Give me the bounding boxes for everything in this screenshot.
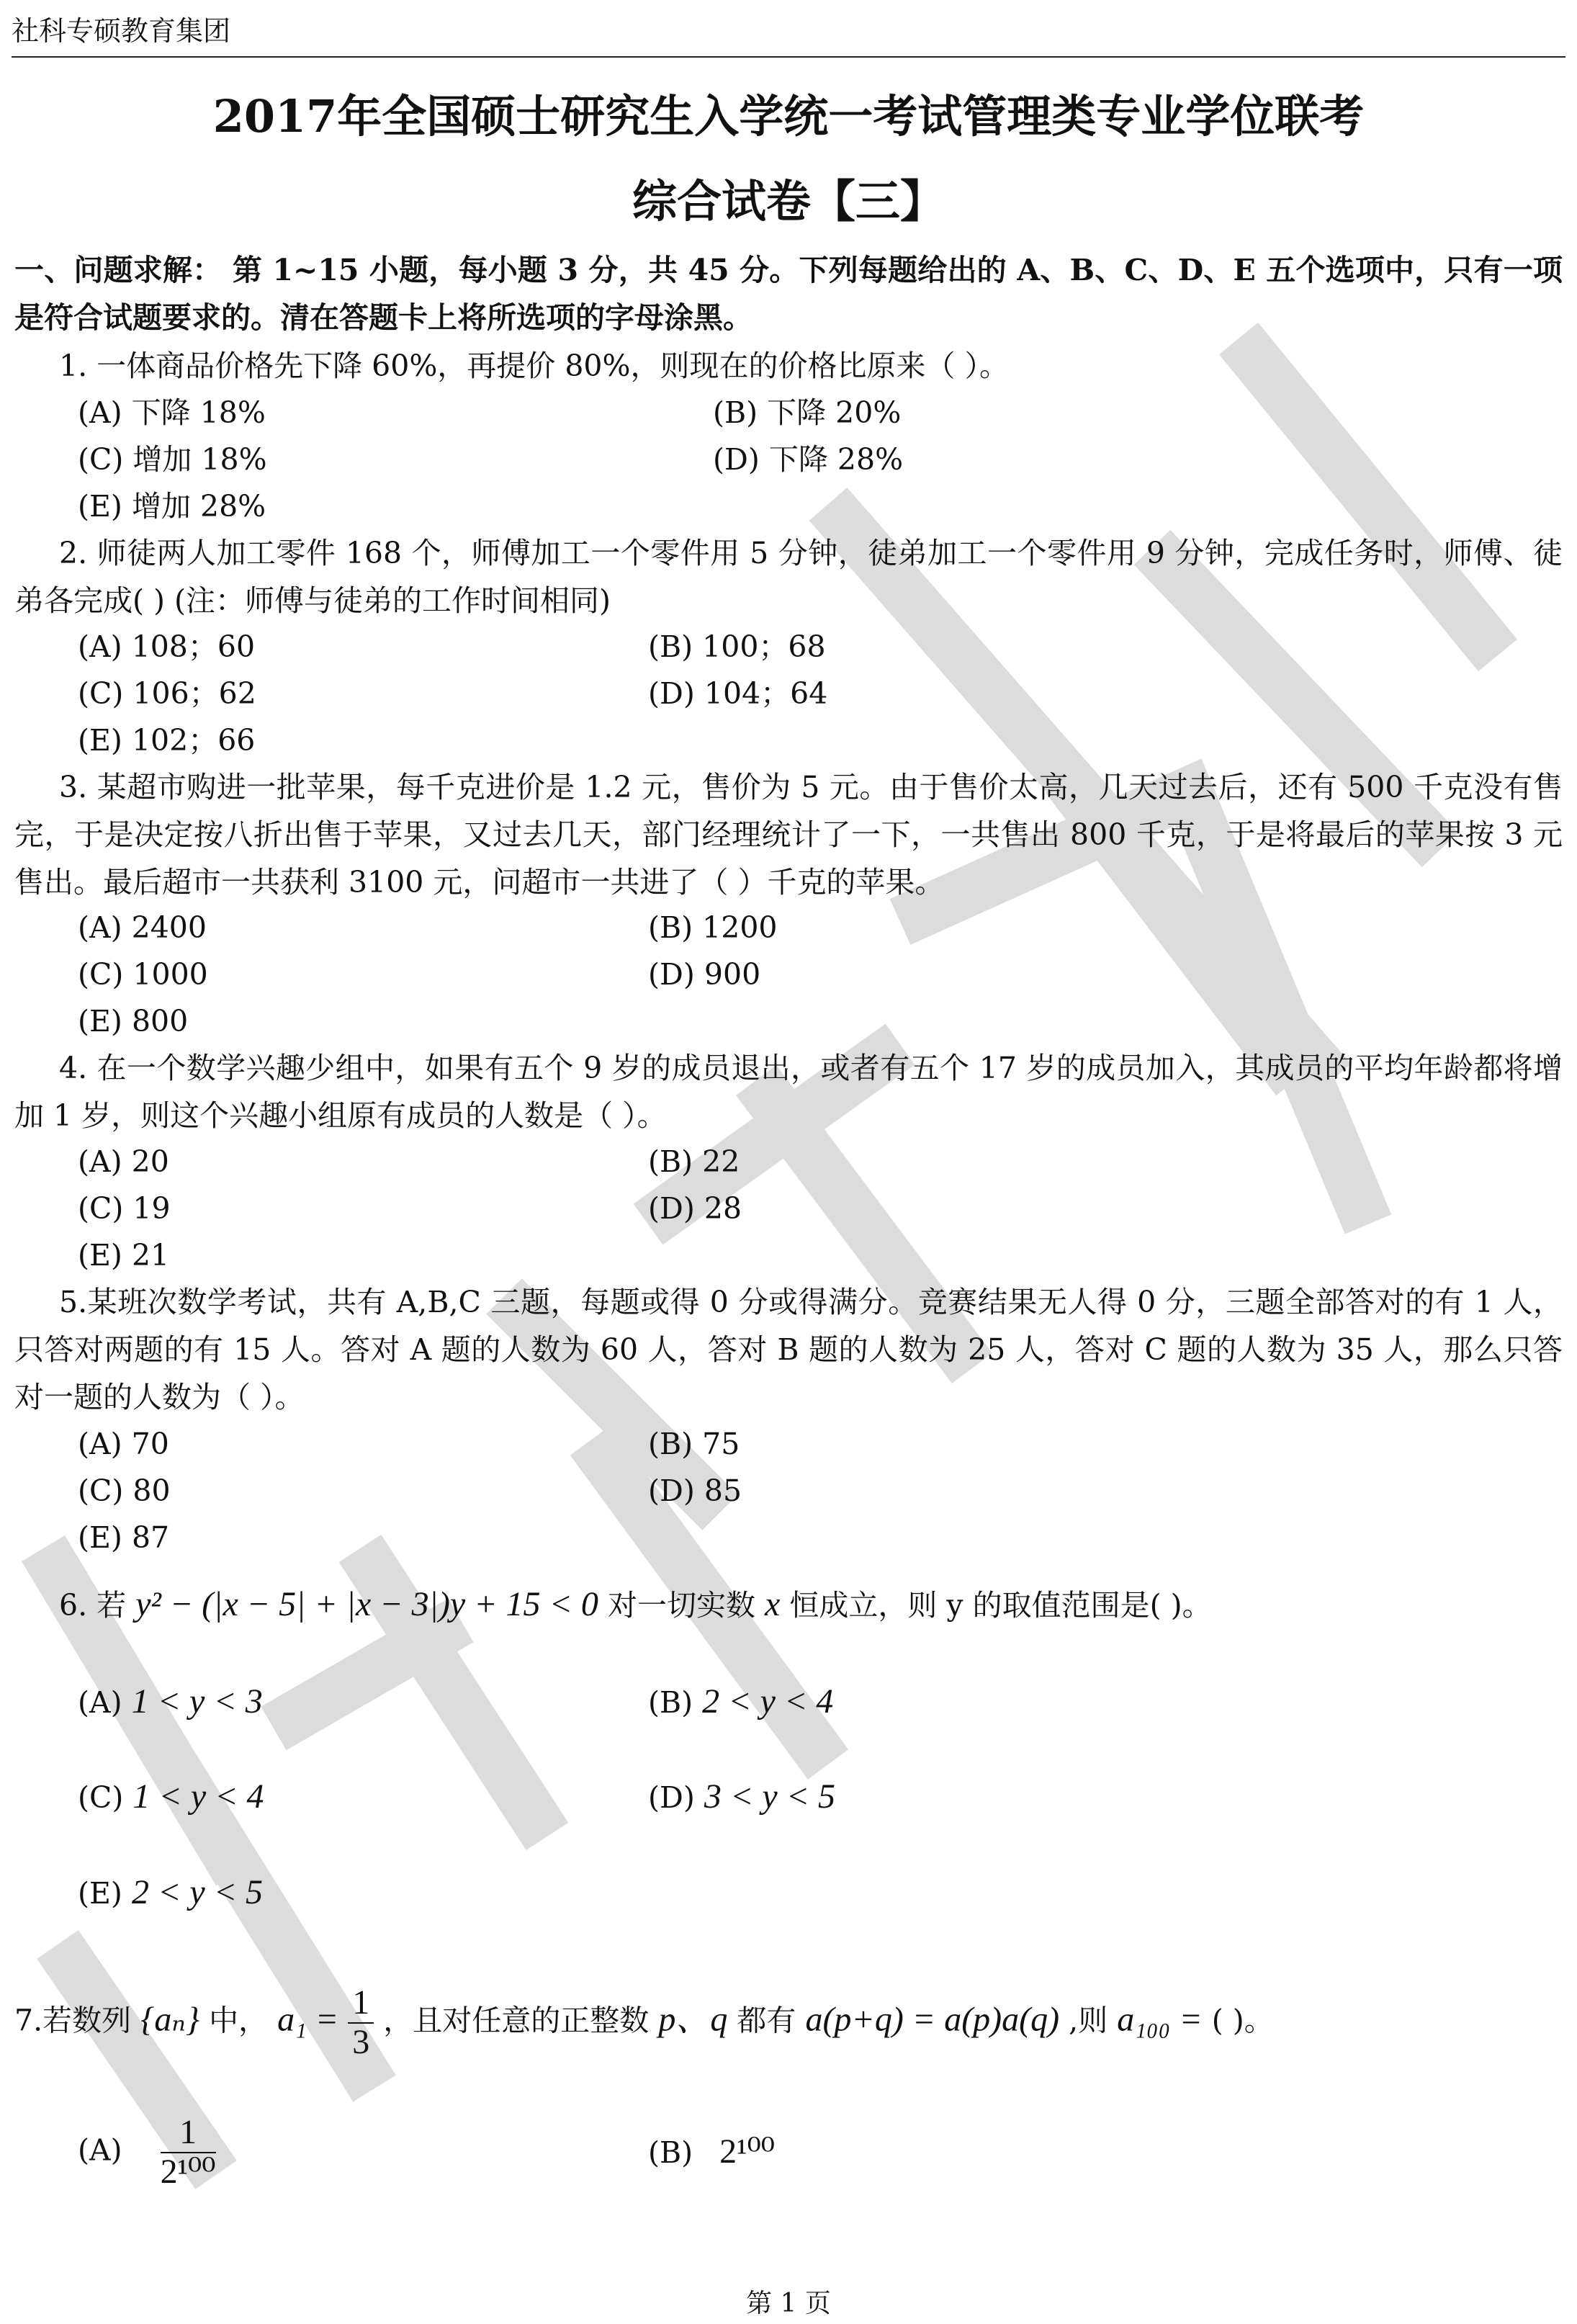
stem-mid-3: 都有 — [737, 2003, 796, 2038]
question-stem: 1. 一体商品价格先下降 60%，再提价 80%，则现在的价格比原来（ ）。 — [59, 349, 1010, 383]
question-1 — [14, 342, 1563, 390]
fraction-denominator: 3 — [352, 2022, 370, 2061]
option-label: (E) — [78, 1876, 122, 1911]
page-number: 第 1 页 — [746, 2289, 831, 2318]
org-name: 社科专硕教育集团 — [12, 15, 231, 47]
question-stem: 5.某班次数学考试，共有 A,B,C 三题，每题或得 0 分或得满分。竞赛结果无人得 0 分，三题全部答对的有 1 人，只答对两题的有 15 人。答对 A 题的人数为 60 人，答对 B 题的人数为 25 人，答对 C 题的人数为 35 人，那么只答对一题的人数为（ ）。 — [14, 1285, 1563, 1414]
stem-prefix: 6. 若 — [59, 1588, 127, 1623]
option-label: (A) — [78, 1685, 122, 1720]
option-c: (C) 1000 — [78, 957, 208, 992]
option-c: (C) 80 — [78, 1473, 171, 1508]
option-d: (D) 85 — [648, 1473, 742, 1508]
option-c: (C) 106；62 — [78, 676, 256, 711]
option-expr: 1 < y < 4 — [132, 1777, 264, 1816]
option-a — [78, 2114, 216, 2191]
option-a — [78, 1678, 263, 1726]
option-e: (E) 87 — [78, 1520, 170, 1555]
stem-mid-1: 中， — [209, 2003, 269, 2038]
option-expr: 3 < y < 5 — [704, 1777, 836, 1816]
question-3 — [14, 763, 1563, 906]
fraction-denominator: 2¹⁰⁰ — [160, 2152, 216, 2191]
option-b: (B) 下降 20% — [713, 395, 902, 430]
option-expr: 2¹⁰⁰ — [719, 2132, 776, 2171]
question-stem — [14, 1984, 1563, 2062]
option-a: (A) 20 — [78, 1144, 169, 1179]
stem-prefix: 7.若数列 — [14, 2003, 132, 2038]
option-a: (A) 2400 — [78, 910, 207, 945]
option-d: (D) 104；64 — [648, 676, 828, 711]
option-e: (E) 增加 28% — [78, 489, 266, 524]
option-label: (C) — [78, 1780, 124, 1815]
a1-fraction — [348, 1984, 374, 2062]
option-expr: 1 < y < 3 — [131, 1682, 263, 1720]
option-e: (E) 102；66 — [78, 723, 256, 758]
stem-mid-2: ，且对任意的正整数 — [383, 2003, 650, 2038]
section-heading: 一、问题求解： 第 1~15 小题，每小题 3 分，共 45 分。下列每题给出的 A、B、C、D、E 五个选项中，只有一项是符合试题要求的。清在答题卡上将所选项的字母涂黑。 — [14, 253, 1563, 335]
fraction-numerator: 1 — [348, 1984, 374, 2024]
exam-subtitle: 综合试卷【三】 — [632, 175, 945, 228]
question-stem: 3. 某超市购进一批苹果，每千克进价是 1.2 元，售价为 5 元。由于售价太高，几天过去后，还有 500 千克没有售完，于是决定按八折出售于苹果，又过去几天，部门经理统计了一下，一共售出 800 千克，于是将最后的苹果按 3 元售出。最后超市一共获利 3100 元，问超市一共进了（ ）千克的苹果。 — [14, 770, 1563, 899]
option-d: (D) 28 — [648, 1191, 742, 1226]
fraction-numerator: 1 — [161, 2114, 216, 2153]
pq-symbols: p、q — [658, 2000, 728, 2039]
option-b — [648, 2128, 775, 2176]
option-d: (D) 下降 28% — [713, 442, 904, 477]
exam-title: 2017年全国硕士研究生入学统一考试管理类专业学位联考 — [212, 90, 1365, 143]
option-a: (A) 下降 18% — [78, 395, 266, 430]
option-expr: 2 < y < 5 — [131, 1873, 264, 1911]
option-b: (B) 1200 — [648, 910, 778, 945]
question-stem — [14, 1581, 1563, 1629]
option-fraction — [161, 2114, 216, 2191]
option-b — [648, 1678, 833, 1726]
question-5 — [14, 1278, 1563, 1421]
question-4 — [14, 1044, 1563, 1139]
option-label: (B) — [648, 1685, 693, 1720]
option-expr: 2 < y < 4 — [702, 1682, 834, 1720]
question-stem: 2. 师徒两人加工零件 168 个，师傅加工一个零件用 5 分钟，徒弟加工一个零件用 9 分钟，完成任务时，师傅、徒弟各完成( ) (注：师傅与徒弟的工作时间相同) — [14, 536, 1563, 618]
option-b: (B) 75 — [648, 1427, 740, 1461]
recurrence-formula: a(p+q) = a(p)a(q) — [805, 2000, 1060, 2039]
option-a: (A) 70 — [78, 1427, 169, 1461]
page-header — [12, 6, 1565, 58]
stem-suffix: ( )。 — [1211, 2003, 1274, 2038]
option-label: (D) — [648, 1780, 695, 1815]
option-e — [78, 1869, 263, 1917]
question-stem: 4. 在一个数学兴趣少组中，如果有五个 9 岁的成员退出，或者有五个 17 岁的成员加入，其成员的平均年龄都将增加 1 岁，则这个兴趣小组原有成员的人数是（ ）。 — [14, 1051, 1563, 1133]
question-7 — [14, 1984, 1563, 2062]
option-c: (C) 19 — [78, 1191, 171, 1226]
a1-symbol: a₁ = — [277, 2000, 339, 2039]
option-c: (C) 增加 18% — [78, 442, 267, 477]
option-e: (E) 21 — [78, 1238, 170, 1273]
stem-mid: 对一切实数 — [607, 1588, 755, 1623]
stem-suffix: 恒成立，则 y 的取值范围是( )。 — [789, 1588, 1212, 1623]
option-d: (D) 900 — [648, 957, 761, 992]
question-2 — [14, 529, 1563, 624]
sequence-symbol: {aₙ} — [140, 2000, 200, 2039]
option-e: (E) 800 — [78, 1004, 189, 1038]
option-label: (B) — [648, 2135, 693, 2170]
option-b: (B) 22 — [648, 1144, 740, 1179]
option-label: (A) — [78, 2132, 122, 2168]
variable-x: x — [765, 1585, 781, 1623]
question-6 — [14, 1581, 1563, 1629]
option-a: (A) 108；60 — [78, 629, 256, 664]
inequality-formula: y² − (|x − 5| + |x − 3|)y + 15 < 0 — [135, 1585, 598, 1623]
option-b: (B) 100；68 — [648, 629, 826, 664]
option-c — [78, 1773, 264, 1821]
target-term: a₁₀₀ = — [1117, 2000, 1203, 2039]
option-d — [648, 1773, 835, 1821]
stem-mid-4: ,则 — [1069, 2003, 1108, 2038]
